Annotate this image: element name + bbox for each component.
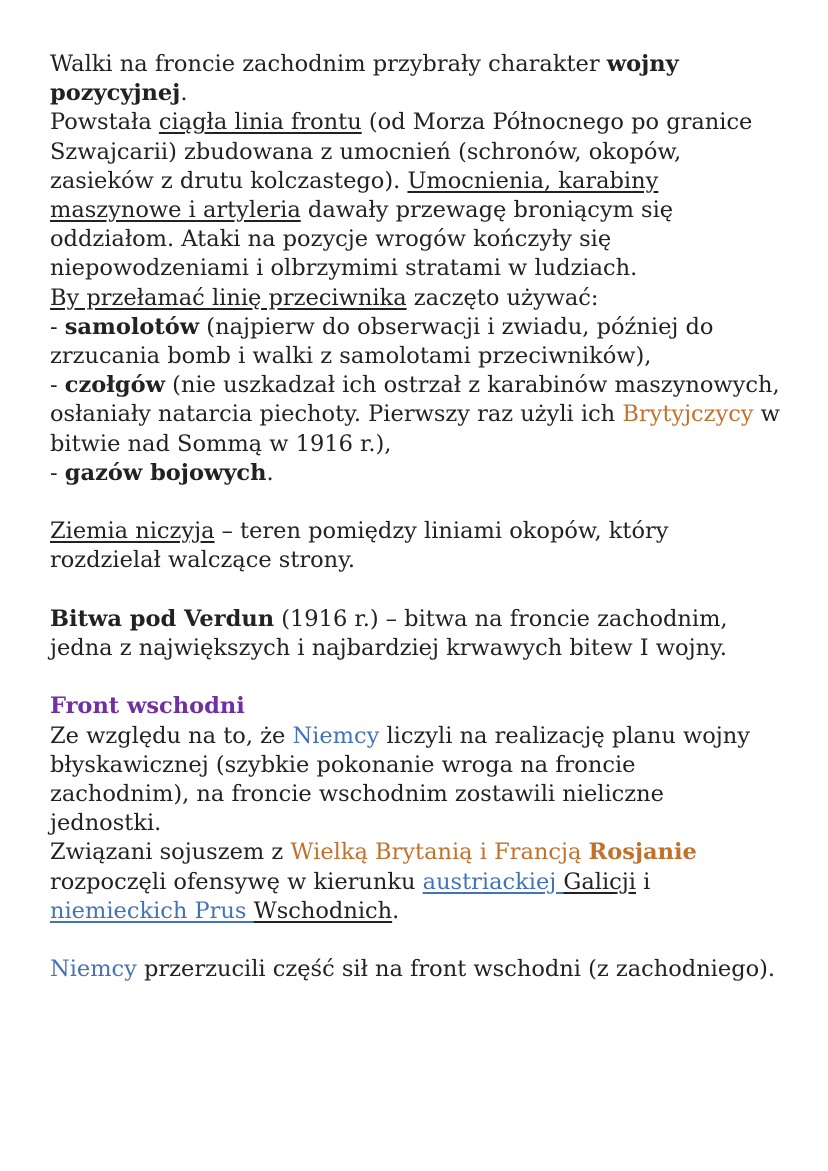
link-niemieckich-prus[interactable]: niemieckich Prus xyxy=(50,897,254,924)
nomansland-paragraph: Ziemia niczyja – teren pomiędzy liniami okopów, który rozdzielał walczące strony. xyxy=(50,518,669,574)
highlight-rosjanie: Rosjanie xyxy=(588,839,697,866)
spacer xyxy=(50,663,780,692)
spacer xyxy=(50,926,780,955)
highlight-niemcy-2: Niemcy xyxy=(50,956,137,983)
section-heading-front-wschodni: Front wschodni xyxy=(50,693,245,720)
underlined-ziemia-niczyja: Ziemia niczyja xyxy=(50,518,215,545)
underlined-ciagla-linia: ciągła linia frontu xyxy=(158,109,362,136)
list-item-samoloty: - samolotów (najpierw do obserwacji i zwiadu, później do zrzucania bomb i walki z samolotami przeciwników), xyxy=(50,313,714,370)
underlined-wschodnich: Wschodnich xyxy=(253,897,393,924)
term-gazow-bojowych: gazów bojowych xyxy=(64,459,267,486)
underlined-przelamac: By przełamać linię przeciwnika xyxy=(50,284,407,311)
link-austriackiej[interactable]: austriackiej xyxy=(422,868,564,895)
underlined-galicji: Galicji xyxy=(563,868,636,895)
term-wojny-pozycyjnej: wojny pozycyjnej xyxy=(50,51,679,107)
term-bitwa-pod-verdun: Bitwa pod Verdun xyxy=(50,605,275,632)
east-paragraph-1: Ze względu na to, że Niemcy liczyli na realizację planu wojny błyskawicznej (szybkie pokonanie wroga na froncie zachodnim), na froncie wschodnim zostawili nieliczne jednostki. xyxy=(50,722,750,837)
document-page xyxy=(50,50,780,984)
verdun-paragraph: Bitwa pod Verdun (1916 r.) – bitwa na froncie zachodnim, jedna z największych i najbardziej krwawych bitew I wojny. xyxy=(50,605,728,662)
highlight-wielka-brytania-francja: Wielką Brytanią i Francją xyxy=(290,839,582,866)
spacer xyxy=(50,576,780,605)
list-item-czolgi: - czołgów (nie uszkadzał ich ostrzał z karabinów maszynowych, osłaniały natarcia piechoty. Pierwszy raz użyli ich Brytyjczycy w bitwie nad Sommą w 1916 r.), xyxy=(50,372,780,457)
term-czolgow: czołgów xyxy=(64,372,166,399)
intro-paragraph: Walki na froncie zachodnim przybrały charakter wojny pozycyjnej. xyxy=(50,51,679,107)
spacer xyxy=(50,488,780,517)
front-line-paragraph: Powstała ciągła linia frontu (od Morza Północnego po granice Szwajcarii) zbudowana z umocnień (schronów, okopów, zasieków z drutu kolczastego). Umocnienia, karabiny maszynowe i artyleria dawały przewagę broniącym się oddziałom. Ataki na pozycje wrogów kończyły się niepowodzeniami i olbrzymimi stratami w ludziach. xyxy=(50,109,753,282)
east-paragraph-3: Niemcy przerzucili część sił na front wschodni (z zachodniego). xyxy=(50,956,776,983)
term-samolotow: samolotów xyxy=(64,313,200,340)
list-item-gazy: - gazów bojowych. xyxy=(50,459,274,486)
break-line-paragraph: By przełamać linię przeciwnika zaczęto używać: xyxy=(50,284,599,311)
highlight-niemcy: Niemcy xyxy=(292,722,380,749)
highlight-brytyjczycy: Brytyjczycy xyxy=(622,401,754,428)
east-paragraph-2: Związani sojuszem z Wielką Brytanią i Francją Rosjanie rozpoczęli ofensywę w kierunku austriackiej Galicji i niemieckich Prus Wschodnich. xyxy=(50,839,697,924)
underlined-umocnienia: Umocnienia, karabiny maszynowe i artyleria xyxy=(50,167,659,224)
